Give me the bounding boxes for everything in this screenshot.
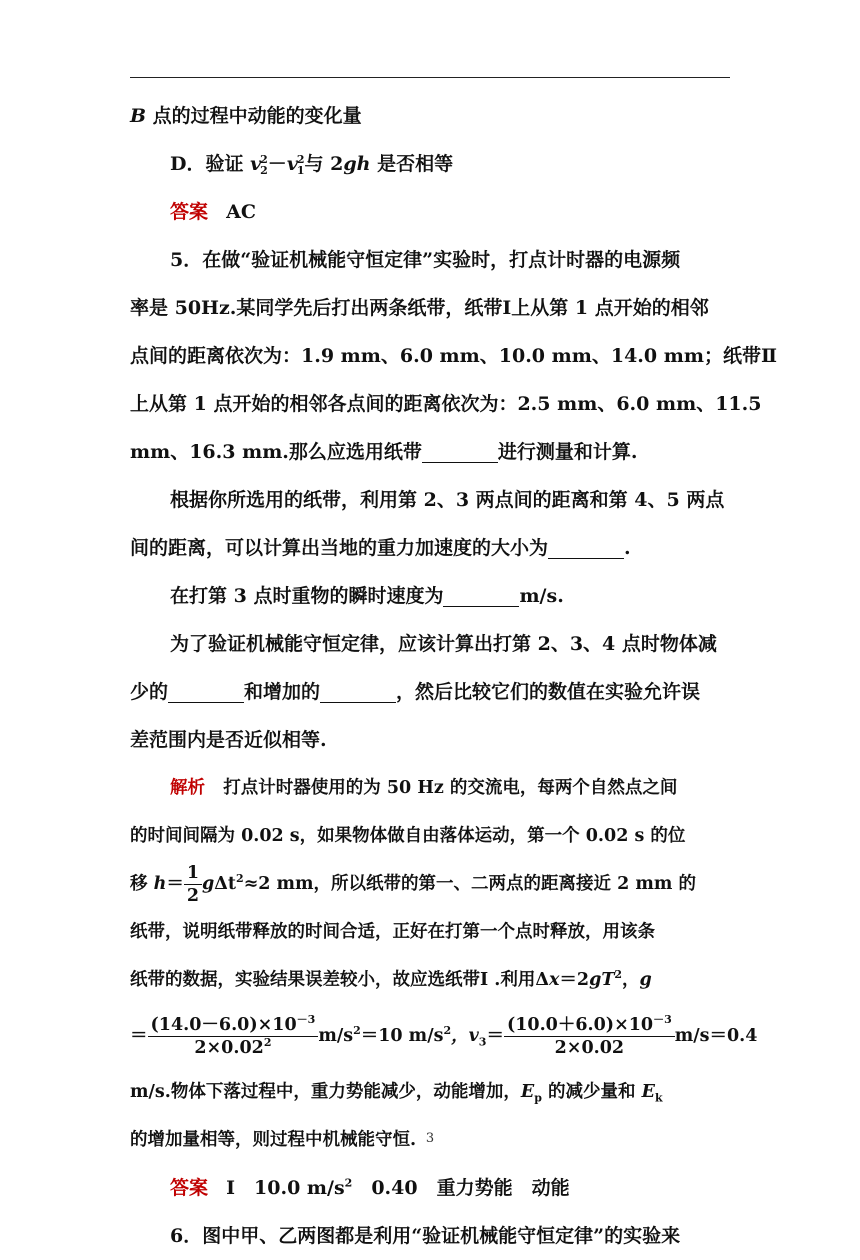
explanation-label: 解析	[170, 778, 205, 798]
answer-label: 答案	[170, 1177, 209, 1199]
text-line: 间的距离，可以计算出当地的重力加速度的大小为 .	[130, 537, 631, 559]
page-number: 3	[425, 1131, 435, 1146]
text-line: 率是 50Hz.某同学先后打出两条纸带，纸带Ⅰ上从第 1 点开始的相邻	[130, 297, 709, 319]
text-line: 点间的距离依次为：1.9 mm、6.0 mm、10.0 mm、14.0 mm；纸带Ⅱ	[130, 345, 777, 367]
text-line: 上从第 1 点开始的相邻各点间的距离依次为：2.5 mm、6.0 mm、11.5	[130, 393, 762, 415]
text-line: 的增加量相等，则过程中机械能守恒.	[130, 1130, 417, 1150]
answer-value: AC	[226, 201, 257, 223]
text-line: 根据你所选用的纸带，利用第 2、3 两点间的距离和第 4、5 两点	[170, 489, 725, 511]
answer-blank	[548, 536, 624, 559]
answer-q5	[130, 1164, 730, 1212]
text-line: 纸带的数据，实验结果误差较小，故应选纸带Ⅰ .利用$\Delta x=2gT^2$，g	[130, 968, 652, 990]
text-line: 差范围内是否近似相等.	[130, 729, 327, 751]
text-line: m/s.物体下落过程中，重力势能减少，动能增加，$E_p$ 的减少量和 $E_k$	[130, 1082, 663, 1105]
fraction: $\frac{(10.0+6.0)\times 10^{-3}}{2\times 0.02}$	[504, 1014, 675, 1059]
text-line: 纸带，说明纸带释放的时间合适，正好在打第一个点时释放，用该条	[130, 922, 655, 942]
fraction: $\frac{1}{2}$	[184, 862, 202, 907]
answer-q4	[130, 188, 730, 236]
question-6: 6．图中甲、乙两图都是利用“验证机械能守恒定律”的实验来	[170, 1225, 681, 1247]
text-line: 的时间间隔为 0.02 s，如果物体做自由落体运动，第一个 0.02 s 的位	[130, 826, 686, 846]
explanation: 解析 打点计时器使用的为 50 Hz 的交流电，每两个自然点之间	[170, 778, 678, 798]
text-line: mm、16.3 mm.那么应选用纸带 进行测量和计算.	[130, 441, 638, 463]
question-5: 5．在做“验证机械能守恒定律”实验时，打点计时器的电源频	[170, 249, 681, 271]
document-body	[130, 92, 777, 1260]
text-line: 为了验证机械能守恒定律，应该计算出打第 2、3、4 点时物体减	[170, 633, 717, 655]
answer-label: 答案	[170, 201, 209, 223]
answer-value: Ⅰ 10.0 $m/s^2$ 0.40 重力势能 动能	[226, 1176, 570, 1199]
answer-blank	[320, 680, 396, 703]
text-line: 少的 和增加的 ，然后比较它们的数值在实验允许误	[130, 681, 701, 703]
formula-line: 移 h＝ $\frac{1}{2}$ gΔt$^2$≈2 mm，所以纸带的第一、二两点的距离接近 2 mm 的	[130, 863, 697, 906]
text-line: 在打第 3 点时重物的瞬时速度为 m/s.	[170, 585, 564, 607]
fraction: $\frac{(14.0-6.0)\times 10^{-3}}{2\times 0.02^2}$	[148, 1014, 319, 1059]
answer-blank	[422, 440, 498, 463]
formula-line: ＝ $\frac{(14.0-6.0)\times 10^{-3}}{2\times 0.02^2}$ $m/s^2=10$ $m/s^2$，$v_3=$ $\frac{(10.0+6.0)\times 10^{-3}}{2\times 0.02}$ m/s＝0.4	[130, 1013, 758, 1058]
option-d: D．验证 v 2 2 －v 2 1 与 2gh 是否相等	[170, 153, 454, 177]
text-line: B 点的过程中动能的变化量	[130, 105, 362, 127]
answer-blank	[443, 584, 519, 607]
header-rule	[130, 77, 730, 78]
answer-blank	[168, 680, 244, 703]
